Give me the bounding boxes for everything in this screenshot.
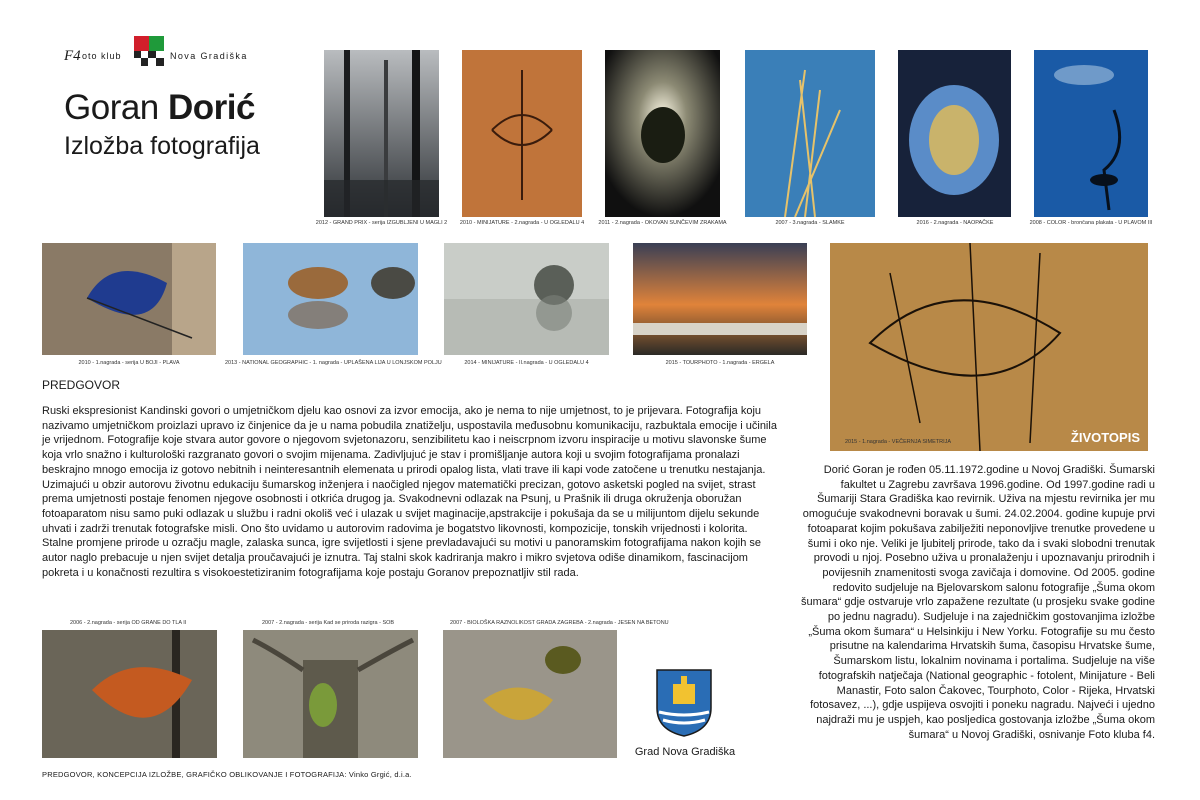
credits-line: PREDGOVOR, KONCEPCIJA IZLOŽBE, GRAFIČKO OBLIKOVANJE I FOTOGRAFIJA: Vinko Grgić, d.i.a. xyxy=(42,770,412,779)
foreword-text: Ruski ekspresionist Kandinski govori o umjetničkom djelu kao osnovi za izvor emocija, ako je nema to nije umjetnost, to je prijevara. Fotografija koju nazivamo umjetničkom proizlazi upravo iz činjenice da je u nama pobudila znatiželju, uspostavila međusobnu komunikaciju, razbuktala emocije i učinila je vrijednom. Fotografije koje stvara autor govore o njegovom svjetonazoru, senzibilitetu kao i neiscrpnom izvoru inspiracije u motivu slavonske šume koja vrlo snažno i kulturološki razgranato govori o svojim mijenama. Zadivljujuć je stav i promišljanje autora koji u svojim fotografijama pronalazi beskrajno mnogo emocija iz gotovo nebitnih i neinteresantnih elemenata u prirodi opalog lista, vlati trave ili kapi vode zatočene u trenutku nestajanja. Uzimajući u obzir autorovu životnu edukaciju šumarskog inženjera i naočigled njegov matematički precizan, gotovo asketski pogled na svijet, strast prema umjetnosti postaje fenomen njegove osobnosti i otkrića drugog ja. Svakodnevni odlazak na Psunj, u Prašnik ili druga okruženja oboružan fotoaparatom nisu samo puki odlazak u službu i radni okoliš već i ulazak u svijet maginacije,apstrakcije i pokušaja da se u milijuntom dijelu sekunde uhvati i zadrži trenutak fotografske misli. Ono što uvidamo u autorovim radovima je bogatstvo likovnosti, kompozicije, tonskih vrijednosti i kolorita. Stalne promjene prirode u ozračju magle, zalaska sunca, igre svijetlosti i sjene prevladavajući su motivi u panoramskim fotografijama nakon kojih se autor naglo prebacuje u njen svijet detalja proučavajući je iznutra. Taj stalni skok kadriranja makro i mikro svjetova odiše dinamikom, fascinacijom pokreta i u konačnosti rezultira s visokoestetiziranim fotografijama koje postaju Goranov prepoznatljiv stil rada. xyxy=(42,405,777,579)
logo-text-town: Nova Gradiška xyxy=(170,51,248,61)
caption-11: 2015 - 1.nagrada - VEČERNJA SIMETRIJA xyxy=(845,439,952,445)
logo-f4: F4 xyxy=(64,48,81,64)
author-surname: Dorić xyxy=(168,88,255,127)
photo-in-blue xyxy=(1034,50,1148,217)
caption-3: 2011 - 2.nagrada - OKOVAN SUNČEVIM ZRAKAMA xyxy=(598,220,727,226)
caption-9: 2014 - MINIJATURE - II.nagrada - U OGLEDALU 4 xyxy=(464,360,589,366)
caption-14: 2007 - BIOLOŠKA RAZNOLIKOST GRADA ZAGREBA - 2.nagrada - JESEN NA BETONU xyxy=(450,620,669,626)
photo-autumn-leaf xyxy=(42,630,217,758)
caption-12: 2006 - 2.nagrada - serija OD GRANE DO TLA II xyxy=(70,620,187,626)
photo-blue-leaf xyxy=(42,243,216,355)
city-crest-icon xyxy=(655,668,713,738)
photo-foggy-forest xyxy=(324,50,439,217)
club-logo xyxy=(64,36,274,68)
photo-autumn-concrete xyxy=(443,630,617,758)
author-name: Goran Dorić xyxy=(64,88,255,127)
caption-2: 2010 - MINIJATURE - 2.nagrada - U OGLEDALU 4 xyxy=(459,220,585,226)
caption-1: 2012 - GRAND PRIX - serija IZGUBLJENI U MAGLI 2 xyxy=(315,220,448,226)
photo-herd xyxy=(633,243,807,355)
caption-5: 2016 - 2.nagrada - NAOPAČKE xyxy=(916,220,994,226)
caption-10: 2015 - TOURPHOTO - 1.nagrada - ERGELA xyxy=(665,360,775,366)
photo-straws xyxy=(745,50,875,217)
biography-text: Dorić Goran je rođen 05.11.1972.godine u Novoj Gradiški. Šumarski fakultet u Zagrebu završava 1996.godine. Od 1997.godine radi u Šumariji Stara Gradiška kao revirnik. Uživa na mjestu revirnika jer mu omogućuje svakodnevni boravak u šumi. 24.02.2004. godine kupuje prvi fotoaparat kojim pokušava zabilježiti neponovljive trenutke provedene u šumi i oko nje. Veliki je ljubitelj prirode, tako da i svaki slobodni trenutak provodi u njoj. Posebno uživa u pronalaženju i upoznavanju prirodnih i povijesnih znamenitosti svoga zavičaja i domovine. Od 2005. godine redovito sudjeluje na Bjelovarskom salonu fotografije „Šuma okom šumara“ gdje ostvaruje vrlo zapažene rezultate (u prosjeku svake godine po jednu nagradu). Sudjeluje i na zajedničkim gostovanjima izložbe „Šuma okom šumara“ u Helsinkiju i New Yorku. Fotografije su mu često prisutne na kalendarima Hrvatskih šuma, časopisu Hrvatske šume, Šumarskom listu, lokalnim novinama i portalima. Sudjeluje na više fotografskih natječaja (National geographic - fotolent, Minijature - Beli Manastir, Foto salon Čakovec, Tourphoto, Color - Rijeka, Hrvatski fotosavez, ...), gdje uspijeva osvojiti i poneku nagradu. Najveći i ujedno najdraži mu je uspjeh, kao posljedica gostovanja izložbe „Šuma okom šumara“ u Novoj Gradiški, osnivanje Foto kluba f4. xyxy=(800,464,1155,741)
exhibition-subtitle: Izložba fotografija xyxy=(64,132,260,160)
checker-logo-icon xyxy=(134,36,164,66)
caption-6: 2008 - COLOR - brončana plakata - U PLAVOM III xyxy=(1029,220,1153,226)
logo-text-club: oto klub xyxy=(82,51,122,61)
photo-mirror-twig xyxy=(462,50,582,217)
foreword-heading: PREDGOVOR xyxy=(42,378,121,392)
photo-evening-symmetry xyxy=(830,243,1148,451)
biography-heading: ŽIVOTOPIS xyxy=(1070,430,1140,445)
photo-upside-down xyxy=(898,50,1011,217)
photo-fox xyxy=(243,243,418,355)
caption-7: 2010 - 1.nagrada - serija U BOJI - PLAVA xyxy=(78,360,180,366)
caption-13: 2007 - 2.nagrada - serija Kad se priroda razigra - SOB xyxy=(262,620,395,626)
photo-misty-tree xyxy=(444,243,609,355)
city-label: Grad Nova Gradiška xyxy=(634,746,736,758)
photo-tree-trunk xyxy=(243,630,418,758)
caption-8: 2013 - NATIONAL GEOGRAPHIC - 1. nagrada - UPLAŠENA LIJA U LONJSKOM POLJU xyxy=(225,360,442,366)
photo-sunlit-leaf xyxy=(605,50,720,217)
caption-4: 2007 - 3.nagrada - SLAMKE xyxy=(775,220,845,226)
